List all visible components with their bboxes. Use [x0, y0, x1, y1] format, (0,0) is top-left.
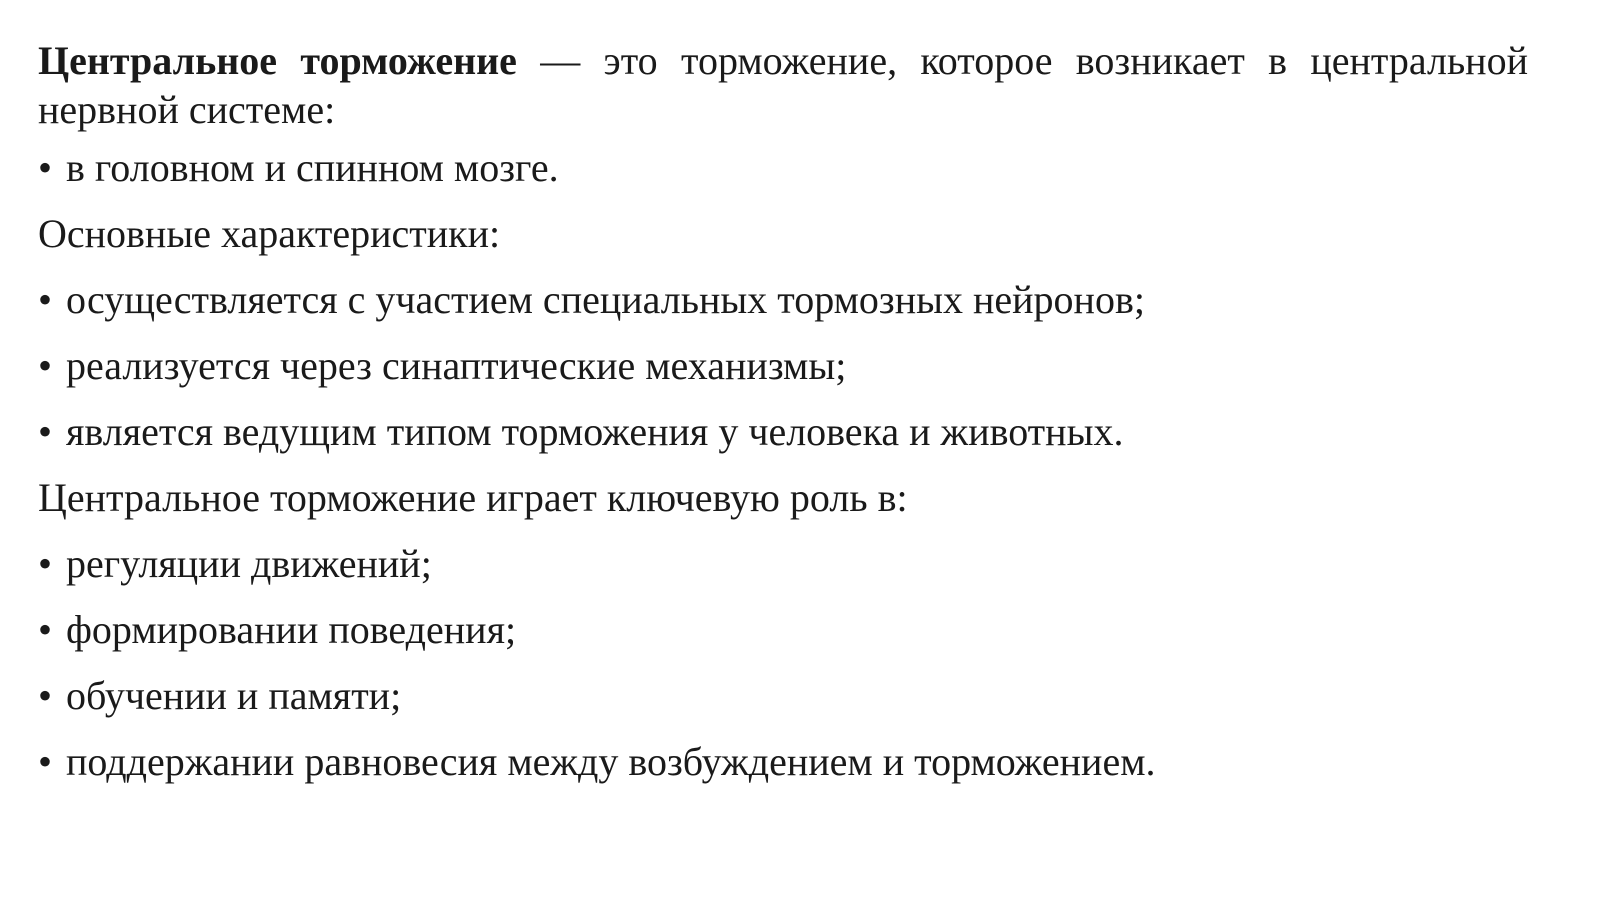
- intro-paragraph: [38, 36, 1528, 134]
- list-item-text: в головном и спинном мозге.: [66, 145, 559, 190]
- list-item: [38, 267, 1528, 333]
- characteristics-list: [38, 267, 1528, 465]
- list-item: [38, 663, 1528, 729]
- role-list: [38, 531, 1528, 795]
- intro-definition: — это торможение, которое возникает в центральной нервной системе:: [38, 38, 1528, 132]
- bullet-icon: •: [38, 607, 53, 652]
- list-item-text: регуляции движений;: [66, 541, 432, 586]
- bullet-icon: •: [38, 277, 53, 322]
- list-item-text: осуществляется с участием специальных тормозных нейронов;: [66, 277, 1145, 322]
- list-item: [38, 399, 1528, 465]
- bullet-icon: •: [38, 409, 53, 454]
- document-body: [38, 36, 1528, 795]
- list-item: [38, 333, 1528, 399]
- list-item-text: поддержании равновесия между возбуждением и торможением.: [66, 739, 1156, 784]
- role-heading: Центральное торможение играет ключевую роль в:: [38, 475, 908, 520]
- list-item-text: обучении и памяти;: [66, 673, 402, 718]
- list-item: [38, 729, 1528, 795]
- bullet-icon: •: [38, 673, 53, 718]
- list-item: [38, 597, 1528, 663]
- list-item-text: формировании поведения;: [66, 607, 517, 652]
- bullet-icon: •: [38, 343, 53, 388]
- location-list: [38, 135, 1528, 201]
- list-item: [38, 531, 1528, 597]
- bullet-icon: •: [38, 541, 53, 586]
- intro-term: Центральное торможение: [38, 38, 517, 83]
- bullet-icon: •: [38, 739, 53, 784]
- list-item-text: является ведущим типом торможения у человека и животных.: [66, 409, 1124, 454]
- list-item: [38, 135, 1528, 201]
- characteristics-heading: Основные характеристики:: [38, 211, 501, 256]
- bullet-icon: •: [38, 145, 53, 190]
- list-item-text: реализуется через синаптические механизмы;: [66, 343, 847, 388]
